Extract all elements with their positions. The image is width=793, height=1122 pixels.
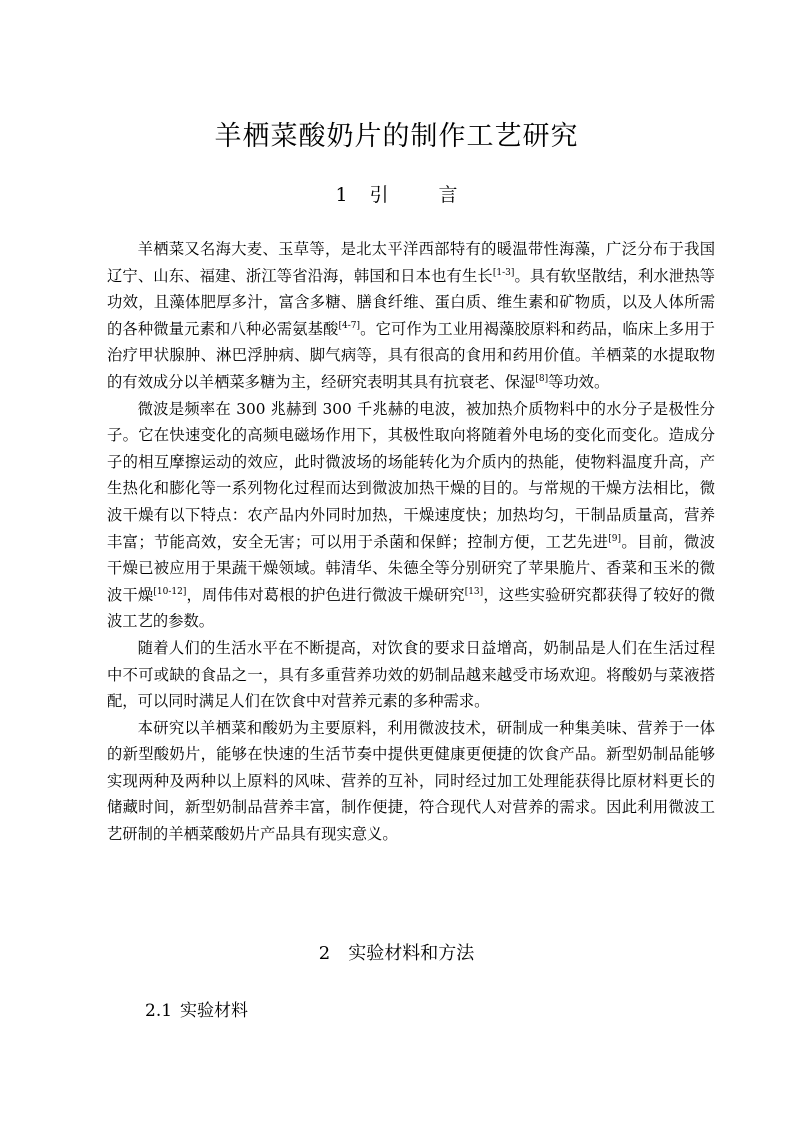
body-paragraph <box>107 635 715 715</box>
citation-reference: [4-7] <box>338 320 361 331</box>
citation-reference: [8] <box>535 373 549 384</box>
paragraph-text: ，周伟伟对葛根的护色进行微波干燥研究 <box>186 585 465 604</box>
paragraph-text: ，这些实验研究都获得了较好的微波工艺的参数。 <box>107 585 715 631</box>
subsection-title: 实验材料 <box>180 1001 249 1021</box>
paragraph-text: 等功效。 <box>548 372 610 391</box>
paragraph-text: 。目前，微波干燥已被应用于果蔬干燥领域。韩清华、朱德全等分别研究了苹果脆片、香菜和玉米的微波干燥 <box>107 532 715 604</box>
section-title-char: 引 <box>369 184 389 206</box>
section-title: 实验材料和方法 <box>348 943 475 964</box>
body-paragraph <box>107 236 715 396</box>
paragraph-text: 微波是频率在 300 兆赫到 300 千兆赫的电波，被加热介质物料中的水分子是极性分子。它在快速变化的高频电磁场作用下，其极性取向将随着外电场的变化而变化。造成分子的相互摩擦运动的效应，此时微波场的场能转化为介质内的热能，使物料温度升高，产生热化和膨化等一系列物化过程而达到微波加热干燥的目的。与常规的干燥方法相比，微波干燥有以下特点：农产品内外同时加热，干燥速度快；加热均匀，干制品质量高，营养丰富；节能高效，安全无害；可以用于杀菌和保鲜；控制方便，工艺先进 <box>107 399 715 551</box>
citation-reference: [9] <box>608 533 621 544</box>
section-title-char: 言 <box>438 184 458 206</box>
subsection-heading-materials <box>145 998 248 1024</box>
subsection-number: 2.1 <box>145 1001 173 1021</box>
introduction-body <box>107 236 715 848</box>
citation-reference: [13] <box>464 586 484 597</box>
paragraph-text: 。具有软坚散结，利水泄热等功效，且藻体肥厚多汁，富含多糖、膳食纤维、蛋白质、维生素和矿物质，以及人体所需的各种微量元素和八种必需氨基酸 <box>107 266 715 338</box>
paragraph-text: 。它可作为工业用褐藻胶原料和药品，临床上多用于治疗甲状腺肿、淋巴浮肿病、脚气病等，具有很高的食用和药用价值。羊栖菜的水提取物的有效成分以羊栖菜多糖为主，经研究表明其具有抗衰老、保湿 <box>107 319 715 391</box>
paragraph-text: 随着人们的生活水平在不断提高，对饮食的要求日益增高，奶制品是人们在生活过程中不可或缺的食品之一，具有多重营养功效的奶制品越来越受市场欢迎。将酸奶与菜液搭配，可以同时满足人们在饮食中对营养元素的多种需求。 <box>107 638 715 711</box>
citation-reference: [10-12] <box>153 586 187 597</box>
body-paragraph <box>107 715 715 848</box>
section-number: 2 <box>318 943 331 964</box>
section-heading-introduction <box>0 181 793 209</box>
paper-title: 羊栖菜酸奶片的制作工艺研究 <box>214 121 579 152</box>
citation-reference: [1-3] <box>492 267 515 278</box>
body-paragraph <box>107 396 715 635</box>
section-number: 1 <box>335 184 348 206</box>
paragraph-text: 本研究以羊栖菜和酸奶为主要原料，利用微波技术，研制成一种集美味、营养于一体的新型酸奶片，能够在快速的生活节奏中提供更健康更便捷的饮食产品。新型奶制品能够实现两种及两种以上原料的风味、营养的互补，同时经过加工处理能获得比原材料更长的储藏时间，新型奶制品营养丰富，制作便捷，符合现代人对营养的需求。因此利用微波工艺研制的羊栖菜酸奶片产品具有现实意义。 <box>107 718 715 844</box>
section-heading-materials-methods <box>0 940 793 968</box>
paragraph-text: 羊栖菜又名海大麦、玉草等，是北太平洋西部特有的暖温带性海藻，广泛分布于我国辽宁、山东、福建、浙江等省沿海，韩国和日本也有生长 <box>107 240 715 285</box>
